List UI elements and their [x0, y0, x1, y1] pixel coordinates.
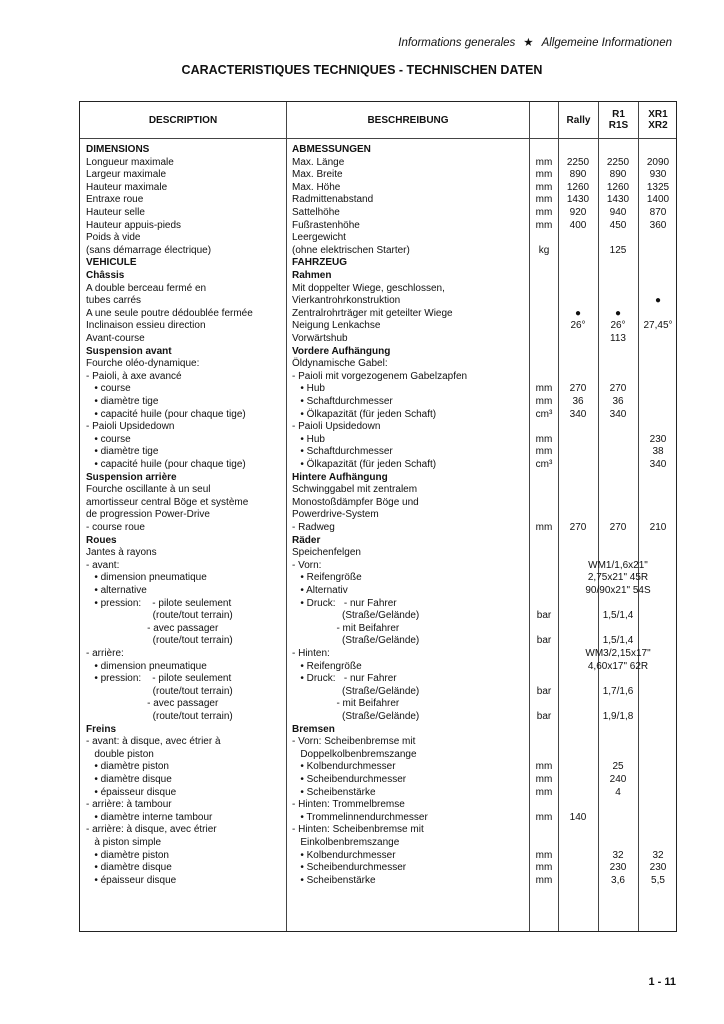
description-cell: - avant: à disque, avec étrier à: [86, 736, 221, 748]
xr1-value: 38: [652, 446, 664, 458]
section-heading: Châssis: [86, 270, 125, 281]
beschreibung-cell: (Straße/Gelände): [292, 635, 420, 647]
description-cell: Fourche oléo-dynamique:: [86, 358, 200, 370]
page-title: CARACTERISTIQUES TECHNIQUES - TECHNISCHEN DATEN: [181, 63, 543, 77]
beschreibung-cell: - Paioli mit vorgezogenem Gabelzapfen: [292, 370, 468, 382]
description-cell: - avec passager: [86, 622, 219, 634]
shared-value: 2,75x21" 45R: [587, 572, 649, 584]
r1-value: 1430: [606, 194, 630, 206]
beschreibung-cell: • Kolbendurchmesser: [292, 849, 396, 861]
beschreibung-cell: (Straße/Gelände): [292, 711, 420, 722]
description-cell: (route/tout terrain): [86, 610, 233, 622]
description-cell: • pression: - pilote seulement: [86, 597, 232, 609]
rally-value: 140: [569, 811, 587, 823]
description-cell: Jantes à rayons: [86, 547, 157, 559]
unit-cell: bar: [536, 635, 552, 647]
shared-value: 1,5/1,4: [602, 610, 634, 622]
star-icon: ★: [523, 37, 534, 49]
description-cell: • course: [86, 383, 131, 395]
section-heading: FAHRZEUG: [292, 257, 347, 269]
rally-value: 1260: [566, 181, 590, 193]
beschreibung-cell: (Straße/Gelände): [292, 610, 420, 622]
description-cell: - arrière: à tambour: [86, 799, 172, 811]
beschreibung-cell: - Radweg: [292, 522, 335, 533]
description-cell: Hauteur maximale: [86, 181, 168, 193]
r1-value: 4: [615, 786, 621, 798]
unit-cell: mm: [535, 181, 553, 193]
r1-value: 1260: [606, 181, 630, 193]
description-cell: • diamètre tige: [86, 396, 159, 407]
beschreibung-cell: • Ölkapazität (für jeden Schaft): [292, 408, 437, 420]
r1-value: 270: [609, 383, 627, 395]
r1-value: 890: [609, 169, 627, 181]
section-heading: Freins: [86, 723, 117, 735]
xr1-value: 5,5: [651, 874, 665, 886]
beschreibung-cell: Mit doppelter Wiege, geschlossen,: [292, 282, 445, 294]
unit-cell: mm: [535, 522, 553, 533]
unit-cell: mm: [535, 396, 553, 407]
col-header-beschreibung: BESCHREIBUNG: [367, 114, 449, 126]
unit-cell: bar: [536, 610, 552, 622]
beschreibung-cell: • Druck: - nur Fahrer: [292, 673, 397, 685]
r1-value: 3,6: [611, 874, 625, 886]
beschreibung-cell: Öldynamische Gabel:: [292, 358, 388, 370]
rally-value: 2250: [566, 156, 590, 168]
unit-cell: mm: [535, 169, 553, 181]
unit-cell: mm: [535, 874, 553, 886]
shared-value: 1,9/1,8: [602, 711, 634, 722]
description-cell: • pression: - pilote seulement: [86, 673, 232, 685]
r1-value: 125: [609, 244, 627, 256]
description-cell: • diamètre piston: [86, 761, 169, 773]
section-heading: Räder: [292, 534, 321, 546]
r1-value: ●: [614, 307, 622, 319]
r1-value: 32: [612, 849, 624, 861]
description-cell: Hauteur selle: [86, 207, 145, 218]
xr1-value: 870: [649, 207, 667, 218]
shared-value: 90/90x21" 54S: [585, 585, 651, 596]
beschreibung-cell: Powerdrive-System: [292, 509, 379, 521]
description-cell: • dimension pneumatique: [86, 572, 207, 584]
description-cell: • alternative: [86, 585, 147, 596]
col-header-rally: Rally: [566, 114, 591, 126]
page-number: 1 - 11: [648, 976, 676, 988]
unit-cell: kg: [538, 244, 550, 256]
beschreibung-cell: • Ölkapazität (für jeden Schaft): [292, 459, 437, 470]
r1-value: 230: [609, 862, 627, 874]
description-cell: Largeur maximale: [86, 169, 167, 181]
section-heading: Rahmen: [292, 270, 332, 281]
description-cell: Avant-course: [86, 333, 145, 344]
description-cell: • diamètre piston: [86, 849, 169, 861]
unit-cell: mm: [535, 194, 553, 206]
r1-value: 25: [612, 761, 624, 773]
description-cell: - arrière: à disque, avec étrier: [86, 824, 217, 836]
beschreibung-cell: Schwinggabel mit zentralem: [292, 484, 418, 496]
section-heading: DIMENSIONS: [86, 144, 150, 155]
unit-cell: mm: [535, 156, 553, 168]
description-cell: • capacité huile (pour chaque tige): [86, 408, 246, 420]
description-cell: Fourche oscillante à un seul: [86, 484, 211, 496]
xr1-value: 230: [649, 433, 667, 445]
description-cell: • épaisseur disque: [86, 874, 177, 886]
unit-cell: mm: [535, 862, 553, 874]
description-cell: (route/tout terrain): [86, 635, 233, 647]
beschreibung-cell: • Scheibenstärke: [292, 786, 376, 798]
spec-table: [79, 101, 677, 932]
r1-value: 2250: [606, 156, 630, 168]
rally-value: 340: [569, 408, 587, 420]
col-header-xr1: XR1 XR2: [648, 109, 668, 131]
beschreibung-cell: - mit Beifahrer: [292, 698, 400, 710]
unit-cell: mm: [535, 774, 553, 785]
unit-cell: mm: [535, 383, 553, 395]
description-cell: Poids à vide: [86, 232, 141, 244]
beschreibung-cell: - mit Beifahrer: [292, 622, 400, 634]
r1-value: 36: [612, 396, 624, 407]
rally-value: 400: [569, 219, 587, 231]
unit-cell: mm: [535, 433, 553, 445]
xr1-value: 2090: [646, 156, 670, 168]
r1-value: 240: [609, 774, 627, 785]
beschreibung-cell: Max. Länge: [292, 156, 345, 168]
beschreibung-cell: • Hub: [292, 433, 325, 445]
r1-value: 340: [609, 408, 627, 420]
beschreibung-cell: - Hinten: Scheibenbremse mit: [292, 824, 424, 836]
beschreibung-cell: • Kolbendurchmesser: [292, 761, 396, 773]
beschreibung-cell: - Hinten: Trommelbremse: [292, 799, 405, 811]
rally-value: 26°: [570, 320, 586, 332]
xr1-value: 1400: [646, 194, 670, 206]
description-cell: à piston simple: [86, 837, 162, 848]
section-heading: Bremsen: [292, 723, 335, 735]
beschreibung-cell: • Scheibenstärke: [292, 874, 376, 886]
description-cell: - avant:: [86, 559, 120, 571]
description-cell: A une seule poutre dédoublée fermée: [86, 307, 253, 319]
header-divider: [80, 138, 676, 139]
rally-value: ●: [574, 307, 582, 319]
section-heading: VEHICULE: [86, 257, 137, 269]
description-cell: - Paioli, à axe avancé: [86, 370, 182, 382]
col-header-description: DESCRIPTION: [148, 114, 218, 126]
column-divider: [286, 102, 287, 931]
beschreibung-cell: - Vorn: Scheibenbremse mit: [292, 736, 416, 748]
rally-value: 36: [572, 396, 584, 407]
unit-cell: mm: [535, 786, 553, 798]
beschreibung-cell: Einkolbenbremszange: [292, 837, 400, 848]
rally-value: 270: [569, 383, 587, 395]
unit-cell: cm³: [535, 459, 553, 470]
beschreibung-cell: Neigung Lenkachse: [292, 320, 381, 332]
unit-cell: bar: [536, 711, 552, 722]
xr1-value: 360: [649, 219, 667, 231]
description-cell: • capacité huile (pour chaque tige): [86, 459, 246, 470]
description-cell: • diamètre tige: [86, 446, 159, 458]
col-header-r1: R1 R1S: [608, 109, 629, 131]
description-cell: • épaisseur disque: [86, 786, 177, 798]
r1-value: 270: [609, 522, 627, 533]
section-heading: Suspension avant: [86, 345, 172, 357]
beschreibung-cell: • Hub: [292, 383, 325, 395]
r1-value: 113: [610, 333, 626, 344]
description-cell: • dimension pneumatique: [86, 660, 207, 672]
shared-value: WM1/1,6x21": [588, 559, 648, 571]
description-cell: Entraxe roue: [86, 194, 144, 206]
unit-cell: mm: [535, 207, 553, 218]
beschreibung-cell: (ohne elektrischen Starter): [292, 244, 410, 256]
beschreibung-cell: Speichenfelgen: [292, 547, 361, 559]
beschreibung-cell: • Alternativ: [292, 585, 348, 596]
description-cell: - arrière:: [86, 648, 124, 659]
unit-cell: mm: [535, 811, 553, 823]
beschreibung-cell: • Reifengröße: [292, 572, 362, 584]
xr1-value: 930: [649, 169, 667, 181]
description-cell: (sans démarrage électrique): [86, 244, 212, 256]
header-de: Allgemeine Informationen: [541, 37, 672, 49]
description-cell: • diamètre interne tambour: [86, 811, 213, 823]
xr1-value: 1325: [646, 181, 670, 193]
r1-value: 26°: [610, 320, 626, 332]
running-header: [398, 35, 672, 49]
shared-value: WM3/2,15x17": [585, 648, 651, 659]
header-fr: Informations generales: [398, 37, 516, 49]
beschreibung-cell: Zentralrohrträger mit geteilter Wiege: [292, 307, 453, 319]
unit-cell: mm: [535, 761, 553, 773]
description-cell: Hauteur appuis-pieds: [86, 219, 182, 231]
beschreibung-cell: - Vorn:: [292, 559, 322, 571]
shared-value: 1,7/1,6: [602, 685, 634, 697]
r1-value: 940: [609, 207, 627, 218]
beschreibung-cell: Max. Höhe: [292, 181, 341, 193]
description-cell: (route/tout terrain): [86, 711, 233, 722]
unit-cell: mm: [535, 446, 553, 458]
unit-cell: mm: [535, 849, 553, 861]
description-cell: • diamètre disque: [86, 862, 172, 874]
section-heading: ABMESSUNGEN: [292, 144, 371, 155]
xr1-value: 32: [652, 849, 664, 861]
section-heading: Hintere Aufhängung: [292, 471, 388, 483]
description-cell: • diamètre disque: [86, 774, 172, 785]
beschreibung-cell: • Trommelinnendurchmesser: [292, 811, 428, 823]
rally-value: 890: [569, 169, 587, 181]
beschreibung-cell: Fußrastenhöhe: [292, 219, 360, 231]
beschreibung-cell: Monostoßdämpfer Böge und: [292, 496, 419, 508]
beschreibung-cell: Doppelkolbenbremszange: [292, 748, 417, 760]
beschreibung-cell: • Reifengröße: [292, 660, 362, 672]
description-cell: A double berceau fermé en: [86, 282, 207, 294]
description-cell: tubes carrés: [86, 295, 142, 307]
beschreibung-cell: • Schaftdurchmesser: [292, 396, 393, 407]
beschreibung-cell: • Scheibendurchmesser: [292, 774, 407, 785]
description-cell: - Paioli Upsidedown: [86, 421, 175, 433]
beschreibung-cell: Max. Breite: [292, 169, 343, 181]
r1-value: 450: [609, 219, 627, 231]
description-cell: de progression Power-Drive: [86, 509, 210, 521]
xr1-value: 230: [649, 862, 667, 874]
beschreibung-cell: - Paioli Upsidedown: [292, 421, 381, 433]
beschreibung-cell: - Hinten:: [292, 648, 330, 659]
unit-cell: cm³: [535, 408, 553, 420]
section-heading: Suspension arrière: [86, 471, 177, 483]
unit-cell: bar: [536, 685, 552, 697]
description-cell: double piston: [86, 748, 154, 760]
section-heading: Vordere Aufhängung: [292, 345, 391, 357]
beschreibung-cell: Leergewicht: [292, 232, 346, 244]
xr1-value: 210: [649, 522, 667, 533]
description-cell: amortisseur central Böge et système: [86, 496, 249, 508]
section-heading: Roues: [86, 534, 117, 546]
unit-cell: mm: [535, 219, 553, 231]
beschreibung-cell: • Druck: - nur Fahrer: [292, 597, 397, 609]
rally-value: 1430: [566, 194, 590, 206]
beschreibung-cell: Vorwärtshub: [292, 333, 348, 344]
rally-value: 270: [569, 522, 587, 533]
beschreibung-cell: (Straße/Gelände): [292, 685, 420, 697]
description-cell: Inclinaison essieu direction: [86, 320, 206, 332]
xr1-value: 27,45°: [643, 320, 673, 332]
beschreibung-cell: Vierkantrohrkonstruktion: [292, 295, 401, 307]
description-cell: - course roue: [86, 522, 145, 533]
xr1-value: ●: [654, 295, 662, 307]
beschreibung-cell: • Scheibendurchmesser: [292, 862, 407, 874]
description-cell: - avec passager: [86, 698, 219, 710]
shared-value: 4,60x17" 62R: [587, 660, 649, 672]
description-cell: • course: [86, 433, 131, 445]
xr1-value: 340: [649, 459, 667, 470]
shared-value: 1,5/1,4: [602, 635, 634, 647]
beschreibung-cell: • Schaftdurchmesser: [292, 446, 393, 458]
description-cell: (route/tout terrain): [86, 685, 233, 697]
rally-value: 920: [569, 207, 587, 218]
description-cell: Longueur maximale: [86, 156, 174, 168]
beschreibung-cell: Sattelhöhe: [292, 207, 340, 218]
beschreibung-cell: Radmittenabstand: [292, 194, 374, 206]
